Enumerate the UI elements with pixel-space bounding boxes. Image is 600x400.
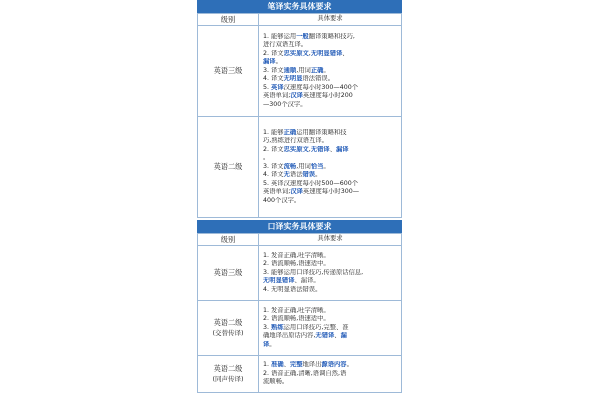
requirement-text: 4. 无明显语法错误。: [263, 285, 322, 293]
requirement-cell: [259, 26, 402, 117]
requirement-line: [263, 197, 399, 206]
highlighted-text: 漏译: [263, 58, 276, 66]
requirement-text: 、: [342, 49, 349, 57]
highlighted-text: 一般: [296, 32, 309, 40]
requirement-text: 英速度每小时200: [302, 92, 353, 100]
highlighted-text: 流畅: [283, 162, 297, 170]
written-section-title: 笔译实务具体要求: [197, 0, 402, 13]
requirement-text: 语法错误。: [302, 75, 334, 83]
highlighted-text: 忠实原文: [283, 145, 309, 153]
requirement-line: [263, 92, 399, 101]
requirement-text: 2. 语音正确,清晰,语调自然,语: [263, 369, 347, 377]
requirement-line: [263, 41, 399, 50]
highlighted-text: 汉译: [290, 188, 303, 196]
highlighted-text: 熟练: [271, 323, 284, 331]
highlighted-text: 无错译: [315, 332, 335, 340]
highlighted-text: 译: [263, 340, 270, 348]
interpretation-mode-label: (同声传译): [212, 375, 244, 383]
requirement-text: 4. 译文: [263, 75, 284, 83]
table-header-row: [198, 234, 402, 246]
requirement-text: 巧,熟练进行双语互译。: [263, 137, 328, 145]
requirement-text: 3.: [263, 323, 272, 331]
requirement-text: 英速度每小时300—: [302, 188, 360, 196]
requirement-text: 翻译策略和技巧,: [308, 32, 355, 40]
requirement-line: [263, 171, 399, 180]
requirement-column-header: 具体要求: [259, 14, 402, 26]
table-row: [198, 356, 402, 393]
requirement-text: 1.: [263, 361, 272, 369]
requirement-text: 运用翻译策略和技: [296, 128, 347, 136]
level-cell: 英语二级: [198, 117, 259, 218]
table-row: [198, 26, 402, 117]
requirement-text: 英语单词;: [263, 188, 291, 196]
requirement-text: 语法: [289, 171, 303, 179]
requirement-line: [263, 307, 399, 316]
requirement-line: [263, 146, 399, 155]
oral-requirements-table: [197, 233, 402, 393]
requirement-text: 、漏译。: [294, 277, 320, 285]
level-column-header: 级别: [198, 234, 259, 246]
highlighted-text: 无明显错译: [263, 277, 295, 285]
requirement-column-header: 具体要求: [259, 234, 402, 246]
requirement-line: [263, 75, 399, 84]
requirement-text: 英语单词;: [263, 92, 291, 100]
written-requirements-table: [197, 13, 402, 218]
requirement-text: 确地译出原话内容,: [263, 332, 316, 340]
highlighted-text: 汉译: [290, 92, 303, 100]
level-cell: [198, 356, 259, 393]
highlighted-text: 无明显错译: [310, 49, 343, 57]
requirement-line: [263, 332, 399, 341]
level-label: 英语三级: [213, 268, 243, 277]
requirement-text: 1. 能够: [263, 128, 284, 136]
requirement-text: ,用词: [296, 66, 311, 74]
requirement-line: [263, 84, 399, 93]
highlighted-text: 错误: [302, 171, 316, 179]
requirement-text: 5.: [263, 83, 272, 91]
requirement-text: 3. 译文: [263, 162, 284, 170]
level-cell: [198, 301, 259, 356]
requirement-line: [263, 370, 399, 379]
highlighted-text: 漏: [340, 332, 347, 340]
requirement-cell: [259, 246, 402, 301]
requirement-text: 。: [263, 154, 270, 162]
requirement-line: [263, 33, 399, 42]
requirement-line: [263, 163, 399, 172]
requirement-text: 3. 能够运用口译技巧,传递原话信息,: [263, 268, 364, 276]
table-header-row: [198, 14, 402, 26]
table-row: [198, 117, 402, 218]
highlighted-text: 无错译: [310, 145, 330, 153]
requirement-cell: [259, 356, 402, 393]
interpretation-mode-label: (交替传译): [212, 329, 244, 337]
requirement-text: 。: [315, 171, 322, 179]
requirement-line: [263, 188, 399, 197]
requirement-text: ,: [308, 145, 311, 153]
requirement-text: 。: [269, 340, 276, 348]
highlighted-text: 正确: [310, 66, 324, 74]
level-column-header: 级别: [198, 14, 259, 26]
requirement-line: [263, 137, 399, 146]
table-row: [198, 246, 402, 301]
requirement-text: 汉速度每小时300—400个: [283, 83, 359, 91]
requirement-text: 。: [323, 162, 330, 170]
requirement-text: —300个汉字。: [263, 100, 307, 108]
requirement-text: 2. 译文: [263, 49, 284, 57]
requirement-line: [263, 260, 399, 269]
requirement-text: 4. 译文: [263, 171, 284, 179]
highlighted-text: 恰当: [310, 162, 324, 170]
requirement-line: [263, 180, 399, 189]
requirement-text: 1. 发音正确,吐字清晰。: [263, 306, 330, 314]
requirement-text: 2. 语流顺畅,语速适中。: [263, 260, 330, 268]
highlighted-text: 英译: [271, 83, 284, 91]
requirements-document: [197, 0, 402, 400]
requirement-text: 进行双语互译。: [263, 41, 308, 49]
highlighted-text: 无: [283, 171, 290, 179]
requirement-cell: [259, 117, 402, 218]
requirement-text: 、: [283, 361, 290, 369]
requirement-text: 400个汉字。: [263, 196, 301, 204]
requirement-text: 、: [334, 332, 341, 340]
highlighted-text: 准确: [271, 361, 284, 369]
requirement-line: [263, 67, 399, 76]
requirement-line: [263, 129, 399, 138]
highlighted-text: 源语内容: [321, 361, 347, 369]
requirement-line: [263, 269, 399, 278]
requirement-text: 地译出: [302, 361, 322, 369]
requirement-line: [263, 286, 399, 295]
requirement-line: [263, 277, 399, 286]
level-cell: [198, 246, 259, 301]
requirement-line: [263, 154, 399, 163]
requirement-line: [263, 50, 399, 59]
requirement-line: [263, 252, 399, 261]
level-label: 英语二级: [213, 318, 243, 327]
requirement-line: [263, 58, 399, 67]
highlighted-text: 忠实原文: [283, 49, 309, 57]
highlighted-text: 无明显: [283, 75, 303, 83]
level-label: 英语二级: [213, 364, 243, 373]
requirement-line: [263, 361, 399, 370]
requirement-cell: [259, 301, 402, 356]
requirement-line: [263, 341, 399, 350]
requirement-line: [263, 324, 399, 333]
table-row: [198, 301, 402, 356]
requirement-text: 。: [346, 361, 353, 369]
requirement-text: 流顺畅。: [263, 378, 289, 386]
requirement-text: ,用词: [296, 162, 311, 170]
highlighted-text: 通顺: [283, 66, 297, 74]
level-cell: 英语三级: [198, 26, 259, 117]
highlighted-text: 漏译: [336, 145, 349, 153]
requirement-line: [263, 315, 399, 324]
requirement-text: 、: [329, 145, 336, 153]
requirement-text: 。: [275, 58, 282, 66]
requirement-text: 1. 发音正确,吐字清晰。: [263, 251, 330, 259]
requirement-text: 1. 能够运用: [263, 32, 297, 40]
oral-section-title: 口译实务具体要求: [197, 220, 402, 233]
requirement-text: 3. 译文: [263, 66, 284, 74]
requirement-text: 2. 译文: [263, 145, 284, 153]
requirement-text: 2. 语流顺畅,语速适中。: [263, 315, 330, 323]
requirement-line: [263, 378, 399, 387]
requirement-text: 。: [323, 66, 330, 74]
highlighted-text: 正确: [283, 128, 297, 136]
requirement-text: ,: [308, 49, 311, 57]
requirement-line: [263, 101, 399, 110]
highlighted-text: 完整: [289, 361, 303, 369]
requirement-text: 运用口译技巧,完整、准: [283, 323, 349, 331]
requirement-text: 5. 英译汉速度每小时500—600个: [263, 179, 359, 187]
